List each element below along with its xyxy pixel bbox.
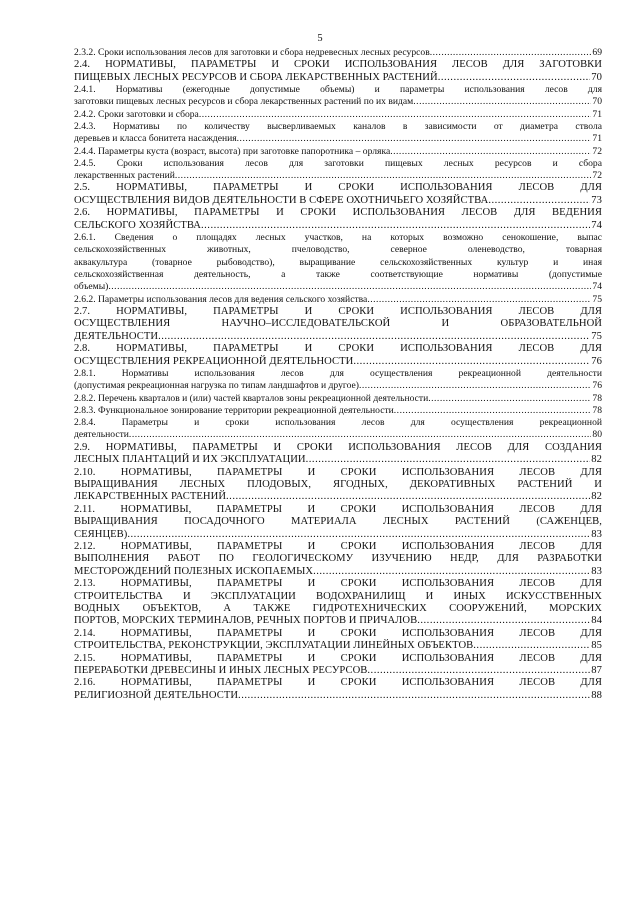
toc-entry-title: ПОРТОВ, МОРСКИХ ТЕРМИНАЛОВ, РЕЧНЫХ ПОРТОВ И ПРИЧАЛОВ [74,615,418,627]
toc-entry-2-12[interactable] [74,541,602,578]
toc-entry-line: СТРОИТЕЛЬСТВА И ЭКСПЛУАТАЦИИ ВОДОХРАНИЛИЩ И ИНЫХ ИСКУССТВЕННЫХ [74,590,602,602]
dot-leader [313,566,590,578]
toc-page-number: 71 [592,133,602,145]
toc-entry-last-line [74,615,602,627]
toc-entry-line: 2.4.3. Нормативы по количеству высверливаемых каналов в зависимости от диаметра ствола [74,121,602,132]
toc-page-number: 78 [592,392,602,404]
toc-entry-line: ОСУЩЕСТВЛЕНИЯ НАУЧНО–ИССЛЕДОВАТЕЛЬСКОЙ И ОБРАЗОВАТЕЛЬНОЙ [74,318,602,330]
dot-leader [438,72,591,84]
toc-entry-last-line [74,133,602,145]
dot-leader [353,356,590,368]
toc-entry-line: сельскохозяйственная деятельность, а также соответствующие нормативы (допустимые [74,269,602,280]
toc-entry-title: деревьев и класса бонитета насаждения [74,133,237,145]
toc-entry-2-6[interactable] [74,207,602,232]
toc-entry-title: МЕСТОРОЖДЕНИЙ ПОЛЕЗНЫХ ИСКОПАЕМЫХ [74,565,314,577]
dot-leader [359,380,591,392]
dot-leader [394,405,592,417]
dot-leader [306,454,591,466]
toc-page-number: 80 [592,429,602,441]
toc-page-number: 87 [591,665,602,677]
dot-leader [413,96,591,108]
toc-entry-2-4-3[interactable] [74,121,602,146]
toc-entry-last-line [74,380,602,392]
toc-entry-last-line [74,429,602,441]
toc-entry-last-line [74,566,602,578]
toc-entry-last-line [74,405,602,417]
toc-entry-line: 2.4.5. Сроки использования лесов для заготовки пищевых лесных ресурсов и сбора [74,157,602,169]
toc-entry-2-11[interactable] [74,504,602,541]
toc-entry-title: лекарственных растений [74,170,175,182]
toc-entry-line: 2.8. НОРМАТИВЫ, ПАРАМЕТРЫ И СРОКИ ИСПОЛЬЗОВАНИЯ ЛЕСОВ ДЛЯ [74,343,602,355]
toc-entry-last-line [74,220,602,232]
toc-entry-line: 2.11. НОРМАТИВЫ, ПАРАМЕТРЫ И СРОКИ ИСПОЛЬЗОВАНИЯ ЛЕСОВ ДЛЯ [74,503,602,515]
toc-entry-line: 2.7. НОРМАТИВЫ, ПАРАМЕТРЫ И СРОКИ ИСПОЛЬЗОВАНИЯ ЛЕСОВ ДЛЯ [74,305,602,317]
toc-entry-2-8-4[interactable] [74,417,602,442]
toc-entry-last-line [74,146,602,158]
dot-leader [238,690,590,702]
toc-entry-line: 2.10. НОРМАТИВЫ, ПАРАМЕТРЫ И СРОКИ ИСПОЛЬЗОВАНИЯ ЛЕСОВ ДЛЯ [74,466,602,478]
toc-entry-last-line [74,640,602,652]
toc-entry-line: 2.6. НОРМАТИВЫ, ПАРАМЕТРЫ И СРОКИ ИСПОЛЬЗОВАНИЯ ЛЕСОВ ДЛЯ ВЕДЕНИЯ [74,207,602,219]
toc-entry-title: 2.4.2. Сроки заготовки и сбора [74,108,199,120]
toc-entry-last-line [74,72,602,84]
toc-entry-line: ВОДНЫХ ОБЪЕКТОВ, А ТАКЖЕ ГИДРОТЕХНИЧЕСКИХ СООРУЖЕНИЙ, МОРСКИХ [74,602,602,614]
toc-entry-line: ВЫПОЛНЕНИЯ РАБОТ ПО ГЕОЛОГИЧЕСКОМУ ИЗУЧЕНИЮ НЕДР, ДЛЯ РАЗРАБОТКИ [74,553,602,565]
toc-entry-last-line [74,665,602,677]
toc-entry-line: сельскохозяйственных животных, пчеловодство, северное оленеводство, товарная [74,244,602,256]
toc-page-number: 72 [592,170,602,182]
toc-entry-last-line [74,195,602,207]
toc-entry-2-15[interactable] [74,653,602,678]
toc-entry-title: объемы) [74,281,109,293]
toc-entry-line: аквакультура (товарное рыбоводство), выращивание сельскохозяйственных культур и иная [74,256,602,268]
toc-page-number: 72 [592,145,602,157]
toc-entry-last-line [74,96,602,108]
toc-entry-title: ДЕЯТЕЛЬНОСТИ [74,330,159,342]
toc-page-number: 85 [591,640,602,652]
dot-leader [390,146,591,158]
toc-entry-line: 2.6.1. Сведения о площадях лесных участков, на которых возможно сенокошение, выпас [74,232,602,244]
dot-leader [175,170,592,182]
toc-entry-title: 2.8.2. Перечень кварталов и (или) частей кварталов зоны рекреационной деятельности [74,392,429,404]
toc-entry-2-5[interactable] [74,182,602,207]
toc-entry-last-line [74,47,602,59]
toc-entry-line: ВЫРАЩИВАНИЯ ЛЕСНЫХ ПЛОДОВЫХ, ЯГОДНЫХ, ДЕКОРАТИВНЫХ РАСТЕНИЙ И [74,478,602,490]
dot-leader [473,640,590,652]
toc-entry-last-line [74,170,602,182]
dot-leader [129,429,591,441]
toc-page-number: 74 [591,219,602,231]
toc-page-number: 82 [591,454,602,466]
toc-entry-title: СЕЯНЦЕВ) [74,528,128,540]
toc-entry-2-7[interactable] [74,306,602,343]
dot-leader [108,281,591,293]
toc-entry-title: деятельности [74,429,129,441]
toc-entry-2-6-1[interactable] [74,232,602,293]
toc-entry-title: ОСУЩЕСТВЛЕНИЯ ВИДОВ ДЕЯТЕЛЬНОСТИ В СФЕРЕ ОХОТНИЧЬЕГО ХОЗЯЙСТВА [74,194,489,206]
toc-entry-2-8-3[interactable] [74,405,602,417]
toc-page-number: 83 [591,528,602,540]
toc-page-number: 75 [591,330,602,342]
toc-page-number: 71 [592,108,602,120]
dot-leader [127,529,590,541]
toc-entry-last-line [74,529,602,541]
toc-entry-last-line [74,491,602,503]
toc-entry-2-3-2[interactable] [74,47,602,59]
toc-page-number: 76 [592,380,602,392]
toc-entry-line: 2.8.4. Параметры и сроки использования лесов для осуществления рекреационной [74,417,602,429]
toc-page-number: 70 [592,96,602,108]
dot-leader [367,665,590,677]
toc-entry-2-8[interactable] [74,343,602,368]
toc-entry-2-6-2[interactable] [74,294,602,306]
toc-entry-line: 2.4. НОРМАТИВЫ, ПАРАМЕТРЫ И СРОКИ ИСПОЛЬЗОВАНИЯ ЛЕСОВ ДЛЯ ЗАГОТОВКИ [74,59,602,71]
toc-entry-line: 2.16. НОРМАТИВЫ, ПАРАМЕТРЫ И СРОКИ ИСПОЛЬЗОВАНИЯ ЛЕСОВ ДЛЯ [74,677,602,689]
table-of-contents [74,47,602,702]
toc-entry-2-10[interactable] [74,467,602,504]
toc-entry-title: 2.6.2. Параметры использования лесов для ведения сельского хозяйства [74,293,368,305]
toc-entry-2-16[interactable] [74,677,602,702]
toc-page-number: 70 [591,71,602,83]
dot-leader [430,47,592,59]
toc-entry-line: 2.15. НОРМАТИВЫ, ПАРАМЕТРЫ И СРОКИ ИСПОЛЬЗОВАНИЯ ЛЕСОВ ДЛЯ [74,652,602,664]
toc-page-number: 76 [591,355,602,367]
toc-entry-last-line [74,109,602,121]
dot-leader [199,109,592,121]
toc-page-number: 78 [592,404,602,416]
toc-entry-2-9[interactable] [74,442,602,467]
toc-page-number: 74 [592,281,602,293]
toc-entry-title: СЕЛЬСКОГО ХОЗЯЙСТВА [74,219,201,231]
dot-leader [201,220,590,232]
toc-entry-last-line [74,331,602,343]
toc-page-number: 83 [591,565,602,577]
toc-entry-title: 2.8.3. Функциональное зонирование территории рекреационной деятельности [74,404,394,416]
page-number: 5 [317,33,323,44]
toc-entry-title: ОСУЩЕСТВЛЕНИЯ РЕКРЕАЦИОННОЙ ДЕЯТЕЛЬНОСТИ [74,355,354,367]
toc-entry-title: ПЕРЕРАБОТКИ ДРЕВЕСИНЫ И ИНЫХ ЛЕСНЫХ РЕСУРСОВ [74,665,368,677]
toc-entry-title: ЛЕКАРСТВЕННЫХ РАСТЕНИЙ [74,491,227,503]
toc-entry-2-4-4[interactable] [74,146,602,158]
toc-entry-line: 2.9. НОРМАТИВЫ, ПАРАМЕТРЫ И СРОКИ ИСПОЛЬЗОВАНИЯ ЛЕСОВ ДЛЯ СОЗДАНИЯ [74,441,602,453]
toc-entry-title: 2.4.4. Параметры куста (возраст, высота) при заготовке папоротника – орляка [74,145,391,157]
toc-entry-2-4-2[interactable] [74,109,602,121]
toc-page-number: 84 [591,615,602,627]
dot-leader [237,133,592,145]
toc-entry-last-line [74,356,602,368]
toc-entry-title: (допустимая рекреационная нагрузка по типам ландшафтов и другое) [74,380,359,392]
toc-entry-2-13[interactable] [74,578,602,628]
dot-leader [417,615,590,627]
toc-entry-title: РЕЛИГИОЗНОЙ ДЕЯТЕЛЬНОСТИ [74,689,239,701]
toc-entry-line: 2.14. НОРМАТИВЫ, ПАРАМЕТРЫ И СРОКИ ИСПОЛЬЗОВАНИЯ ЛЕСОВ ДЛЯ [74,627,602,639]
toc-entry-title: СТРОИТЕЛЬСТВА, РЕКОНСТРУКЦИИ, ЭКСПЛУАТАЦИИ ЛИНЕЙНЫХ ОБЪЕКТОВ [74,640,474,652]
toc-entry-2-4-1[interactable] [74,84,602,109]
toc-entry-last-line [74,454,602,466]
toc-page-number: 69 [592,47,602,58]
toc-page-number: 75 [592,293,602,305]
toc-entry-title: ЛЕСНЫХ ПЛАНТАЦИЙ И ИХ ЭКСПЛУАТАЦИИ [74,454,306,466]
toc-entry-2-4-5[interactable] [74,158,602,183]
dot-leader [226,491,590,503]
toc-entry-line: 2.8.1. Нормативы использования лесов для осуществления рекреационной деятельности [74,367,602,379]
toc-entry-line: 2.4.1. Нормативы (ежегодные допустимые объемы) и параметры использования лесов для [74,84,602,96]
dot-leader [488,195,590,207]
dot-leader [428,393,591,405]
toc-entry-line: 2.12. НОРМАТИВЫ, ПАРАМЕТРЫ И СРОКИ ИСПОЛЬЗОВАНИЯ ЛЕСОВ ДЛЯ [74,540,602,552]
toc-entry-last-line [74,690,602,702]
toc-entry-title: 2.3.2. Сроки использования лесов для заготовки и сбора недревесных лесных ресурсов [74,47,430,58]
toc-page-number: 73 [591,194,602,206]
dot-leader [367,294,591,306]
toc-entry-line: 2.5. НОРМАТИВЫ, ПАРАМЕТРЫ И СРОКИ ИСПОЛЬЗОВАНИЯ ЛЕСОВ ДЛЯ [74,182,602,194]
toc-page-number: 82 [591,491,602,503]
dot-leader [158,331,590,343]
toc-entry-line: 2.13. НОРМАТИВЫ, ПАРАМЕТРЫ И СРОКИ ИСПОЛЬЗОВАНИЯ ЛЕСОВ ДЛЯ [74,578,602,590]
toc-entry-title: заготовки пищевых лесных ресурсов и сбора лекарственных растений по их видам [74,96,414,108]
toc-entry-2-8-2[interactable] [74,393,602,405]
toc-page-number: 88 [591,689,602,701]
toc-entry-title: ПИЩЕВЫХ ЛЕСНЫХ РЕСУРСОВ И СБОРА ЛЕКАРСТВЕННЫХ РАСТЕНИЙ [74,71,438,83]
toc-entry-last-line [74,393,602,405]
toc-entry-2-14[interactable] [74,628,602,653]
toc-entry-line: ВЫРАЩИВАНИЯ ПОСАДОЧНОГО МАТЕРИАЛА ЛЕСНЫХ РАСТЕНИЙ (САЖЕНЦЕВ, [74,516,602,528]
toc-entry-2-8-1[interactable] [74,368,602,393]
toc-entry-last-line [74,281,602,293]
toc-entry-last-line [74,294,602,306]
toc-entry-2-4[interactable] [74,59,602,84]
